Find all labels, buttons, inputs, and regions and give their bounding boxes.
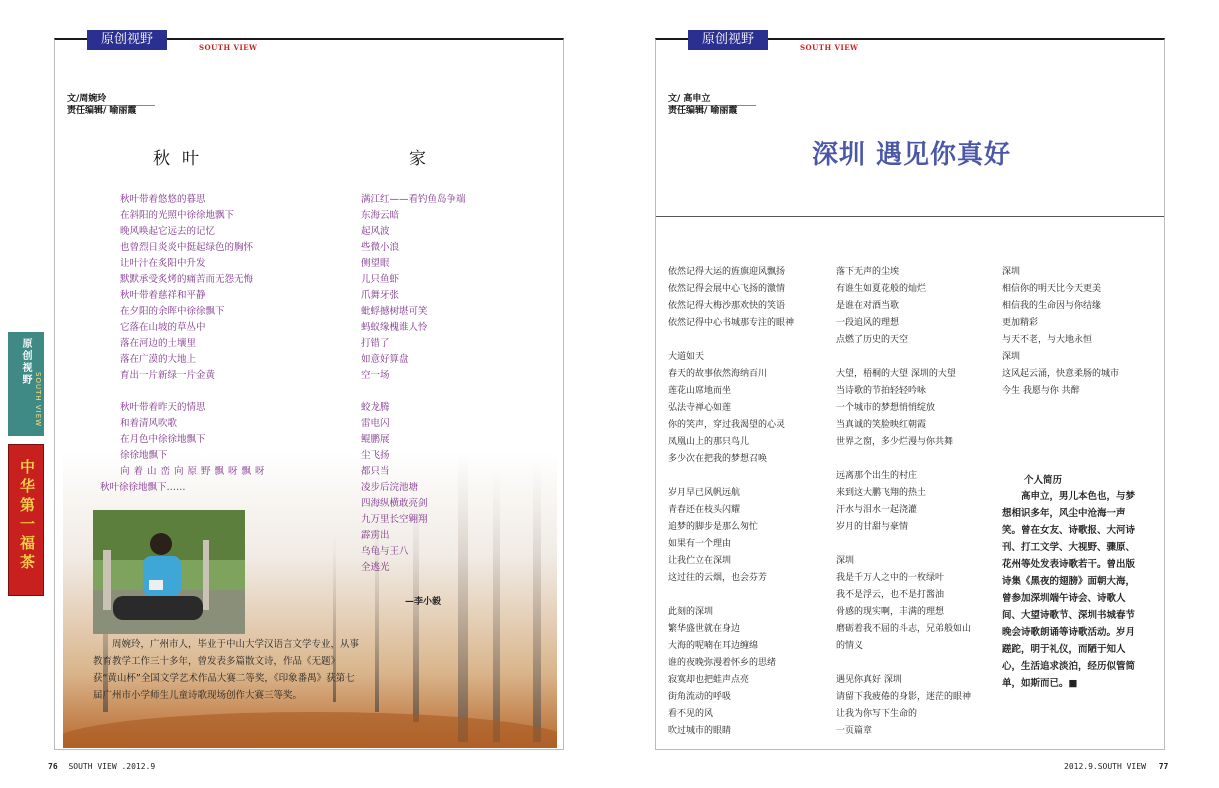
poem-line: 秋叶带着昨天的情思 bbox=[120, 402, 206, 413]
poem2-signature: —李小毅 bbox=[405, 597, 442, 607]
verse-line: 此刻的深圳 bbox=[668, 607, 714, 617]
poem-line: 些微小浪 bbox=[361, 242, 400, 253]
verse-line: 让我为你写下生命的 bbox=[836, 709, 918, 719]
poem-line: 儿只鱼虾 bbox=[361, 274, 400, 285]
verse-line: 繁华盛世就在身边 bbox=[668, 624, 741, 634]
footer-left bbox=[48, 762, 155, 771]
side-tab-label: 原创视野 bbox=[20, 338, 31, 386]
poem1-title: 秋叶 bbox=[153, 149, 211, 169]
south-view-label: SOUTH VIEW bbox=[199, 43, 258, 52]
byline-editor: 责任编辑/ 喻丽霞 bbox=[668, 106, 738, 116]
section-tab bbox=[87, 30, 167, 50]
poem-line: 霹雳出 bbox=[361, 530, 390, 541]
footer-right bbox=[1064, 762, 1168, 771]
verse-line: 远离那个出生的村庄 bbox=[836, 471, 918, 481]
verse-line: 弘法寺禅心如莲 bbox=[668, 403, 732, 413]
verse-line: 更加精彩 bbox=[1002, 318, 1039, 328]
poem-line: 鲲鹏展 bbox=[361, 434, 390, 445]
verse-line: 今生 我愿与你 共醉 bbox=[1002, 386, 1080, 396]
verse-line: 依然记得大梅沙那欢快的笑语 bbox=[668, 301, 786, 311]
verse-line: 追梦的脚步是那么匆忙 bbox=[668, 522, 759, 532]
verse-line bbox=[668, 468, 828, 485]
verse-line: 磨砺着我不屈的斗志，兄弟般如山 bbox=[836, 624, 972, 634]
verse-line: 一页篇章 bbox=[836, 726, 873, 736]
south-view-label: SOUTH VIEW bbox=[800, 43, 859, 52]
verse-line bbox=[836, 451, 996, 468]
byline bbox=[668, 94, 756, 117]
poem-line: 蚍蜉撼树堪可笑 bbox=[361, 306, 428, 317]
poem-line: 徐徐地飘下 bbox=[120, 450, 168, 461]
verse-line: 的情义 bbox=[836, 641, 864, 651]
verse-line: 如果有一个理由 bbox=[668, 539, 732, 549]
poem1-stanza2 bbox=[100, 400, 269, 496]
verse-line: 这过往的云烟，也会芬芳 bbox=[668, 573, 768, 583]
verse-line: 遇见你真好 深圳 bbox=[836, 675, 902, 685]
author-bio: 高申立，男儿本色也，与梦想相识多年，风尘中沧海一声笑。曾在女友、诗歌报、大河诗刊、打工文学、大视野、骤原、花州等处发表诗歌若干。曾出版诗集《黑夜的翅膀》面朝大海，曾参加深圳端午诗会、诗歌人间、大望诗歌节、深圳书城春节晚会诗歌朗诵等诗歌活动。岁月蹉跎，明于礼仪，而陋于知人心，生活追求淡泊，经历似管简单，如斯而已。■ bbox=[1002, 491, 1136, 689]
verse-line: 我不是浮云，也不是打酱油 bbox=[836, 590, 945, 600]
poem-line: 乌龟与王八 bbox=[361, 546, 409, 557]
verse-line bbox=[836, 536, 996, 553]
verse-line bbox=[668, 587, 828, 604]
verse-line: 骨感的现实啊，丰满的理想 bbox=[836, 607, 945, 617]
verse-line bbox=[836, 655, 996, 672]
side-tab-en: SOUTH VIEW bbox=[34, 372, 42, 428]
verse-line: 这风起云涌，快意柔肠的城市 bbox=[1002, 369, 1120, 379]
verse-line: 你的笑声，穿过我渴望的心灵 bbox=[668, 420, 786, 430]
poem-line: 侧望眼 bbox=[361, 258, 390, 269]
poem-line: 在斜阳的光照中徐徐地飘下 bbox=[120, 210, 235, 221]
verse-line: 一段追风的理想 bbox=[836, 318, 900, 328]
poem-line: 打错了 bbox=[361, 338, 390, 349]
verse-line: 大望，梧桐的大望 深圳的大望 bbox=[836, 369, 956, 379]
verse-line: 依然记得中心书城那专注的眼神 bbox=[668, 318, 795, 328]
poem-line: 在夕阳的余晖中徐徐飘下 bbox=[120, 306, 225, 317]
verse-line: 岁月早已风帆远航 bbox=[668, 488, 741, 498]
footer-right-text: 2012.9.SOUTH VIEW bbox=[1064, 762, 1146, 771]
verse-line: 大海的呢喃在耳边缠绵 bbox=[668, 641, 759, 651]
side-ad-text: 中华第一福茶 bbox=[18, 459, 36, 573]
poem2-lines bbox=[361, 192, 466, 576]
verse-line: 世界之窗，多少烂漫与你共舞 bbox=[836, 437, 954, 447]
poem-line: 空一场 bbox=[361, 370, 390, 381]
verse-line: 谁的夜晚弥漫着怀乡的思绪 bbox=[668, 658, 777, 668]
title-divider bbox=[656, 216, 1164, 217]
verse-line: 让我伫立在深圳 bbox=[668, 556, 732, 566]
column-1 bbox=[668, 264, 828, 740]
verse-line: 有谁生如夏花般的灿烂 bbox=[836, 284, 927, 294]
verse-line: 大道如天 bbox=[668, 352, 705, 362]
poem-line: 秋叶带着慈祥和平静 bbox=[120, 290, 206, 301]
poem-line: 让叶汁在炙阳中升发 bbox=[120, 258, 206, 269]
poem-line: 育出一片新绿一片金黄 bbox=[120, 370, 216, 381]
verse-line: 岁月的甘甜与豪情 bbox=[836, 522, 909, 532]
page-number-left: 76 bbox=[48, 762, 58, 771]
poem-line: 向着山峦向原野飘呀飘呀 bbox=[120, 466, 269, 477]
page-number-right: 77 bbox=[1158, 762, 1169, 771]
poem-line: 和着清风吹歌 bbox=[120, 418, 178, 429]
verse-line: 吹过城市的眼睛 bbox=[668, 726, 732, 736]
poem-line: 落在河边的土壤里 bbox=[120, 338, 197, 349]
poem-line: 东海云暗 bbox=[361, 210, 400, 221]
verse-line: 春天的故事依然海纳百川 bbox=[668, 369, 768, 379]
poem-line: 蚂蚁缘槐谁人怜 bbox=[361, 322, 428, 333]
verse-line: 多少次在把我的梦想召唤 bbox=[668, 454, 768, 464]
verse-line: 是谁在对酒当歌 bbox=[836, 301, 900, 311]
poem2-title: 家 bbox=[409, 149, 438, 169]
poem-line: 在月色中徐徐地飘下 bbox=[120, 434, 206, 445]
verse-line: 青春还在枝头闪耀 bbox=[668, 505, 741, 515]
verse-line: 莲花山席地而坐 bbox=[668, 386, 732, 396]
verse-line: 与天不老，与大地永恒 bbox=[1002, 335, 1093, 345]
author-bio: 周婉玲，广州市人，毕业于中山大学汉语言文学专业，从事教育教学工作三十多年，曾发表多篇散文诗，作品《无题》获“黄山杯”全国文学艺术作品大赛二等奖，《印象番禺》获第七届广州市小学师生儿童诗歌现场创作大赛三等奖。 bbox=[93, 639, 360, 701]
poem-line: 全逃光 bbox=[361, 562, 390, 573]
verse-line bbox=[836, 349, 996, 366]
verse-line: 深圳 bbox=[1002, 267, 1021, 277]
column-2 bbox=[836, 264, 996, 740]
bio-title: 个人简历 bbox=[1024, 475, 1063, 486]
side-ad-band bbox=[8, 444, 44, 596]
verse-line: 来到这大鹏飞翔的热土 bbox=[836, 488, 927, 498]
verse-line: 请留下我疲倦的身影，迷茫的眼神 bbox=[836, 692, 972, 702]
verse-line: 点燃了历史的天空 bbox=[836, 335, 909, 345]
poem-line bbox=[361, 384, 466, 400]
verse-line: 依然记得会展中心飞扬的激情 bbox=[668, 284, 786, 294]
verse-line: 相信你的明天比今天更美 bbox=[1002, 284, 1102, 294]
verse-line: 街角流动的呼吸 bbox=[668, 692, 732, 702]
poem-line: 落在广漠的大地上 bbox=[120, 354, 197, 365]
poem-line: 秋叶带着悠悠的暮思 bbox=[120, 194, 206, 205]
verse-line: 汗水与泪水一起浇灌 bbox=[836, 505, 918, 515]
article-title: 深圳 遇见你真好 bbox=[812, 140, 1012, 170]
side-tab-section bbox=[8, 332, 44, 436]
poem-line: 蛟龙腾 bbox=[361, 402, 390, 413]
poem-line: 四海纵横敢亮剑 bbox=[361, 498, 428, 509]
verse-line: 一个城市的梦想悄悄绽放 bbox=[836, 403, 936, 413]
poem-line: 起风波 bbox=[361, 226, 390, 237]
verse-line: 依然记得大运的旌旗迎风飘扬 bbox=[668, 267, 786, 277]
poem-line: 爪舞牙张 bbox=[361, 290, 400, 301]
poem1-stanza1 bbox=[120, 192, 253, 384]
byline bbox=[67, 94, 155, 117]
poem-line: 默默承受炙烤的痛苦而无怨无悔 bbox=[120, 274, 254, 285]
byline-editor: 责任编辑/ 喻丽霞 bbox=[67, 106, 137, 116]
verse-line: 我是千万人之中的一枚绿叶 bbox=[836, 573, 945, 583]
left-page bbox=[54, 32, 564, 750]
section-tab-label: 原创视野 bbox=[702, 32, 755, 47]
verse-line bbox=[668, 332, 828, 349]
poem-line: 雷电闪 bbox=[361, 418, 390, 429]
byline-author: 文/ 高申立 bbox=[668, 94, 756, 106]
column-3 bbox=[1002, 264, 1162, 400]
footer-left-text: SOUTH VIEW .2012.9 bbox=[68, 762, 156, 771]
poem-line: 满江红——看钓鱼岛争端 bbox=[361, 194, 466, 205]
byline-author: 文/周婉玲 bbox=[67, 94, 155, 106]
verse-line: 当真诚的笑脸映红朝霞 bbox=[836, 420, 927, 430]
poem-line: 晚风唤起它远去的记忆 bbox=[120, 226, 216, 237]
right-page bbox=[655, 32, 1165, 750]
verse-line: 相信我的生命因与你结缘 bbox=[1002, 301, 1102, 311]
verse-line: 深圳 bbox=[836, 556, 855, 566]
section-tab-label: 原创视野 bbox=[101, 32, 154, 47]
poem-line: 都只当 bbox=[361, 466, 390, 477]
poem-line: 凌步后浣池塘 bbox=[361, 482, 419, 493]
author-photo bbox=[93, 510, 245, 634]
poem-line: 尘飞扬 bbox=[361, 450, 390, 461]
verse-line: 寂寞却也把蛙声点亮 bbox=[668, 675, 750, 685]
verse-line: 当诗歌的节拍轻轻吟咏 bbox=[836, 386, 927, 396]
poem-line: 它落在山坡的草丛中 bbox=[120, 322, 206, 333]
verse-line: 看不见的风 bbox=[668, 709, 714, 719]
poem-line: 九万里长空翱翔 bbox=[361, 514, 428, 525]
poem-line: 如意好算盘 bbox=[361, 354, 409, 365]
verse-line: 深圳 bbox=[1002, 352, 1021, 362]
poem-line: 秋叶徐徐地飘下…… bbox=[100, 482, 186, 493]
verse-line: 凤凰山上的那只鸟儿 bbox=[668, 437, 750, 447]
verse-line: 落下无声的尘埃 bbox=[836, 267, 900, 277]
section-tab bbox=[688, 30, 768, 50]
poem-line: 也曾烈日炎炎中挺起绿色的胸怀 bbox=[120, 242, 254, 253]
